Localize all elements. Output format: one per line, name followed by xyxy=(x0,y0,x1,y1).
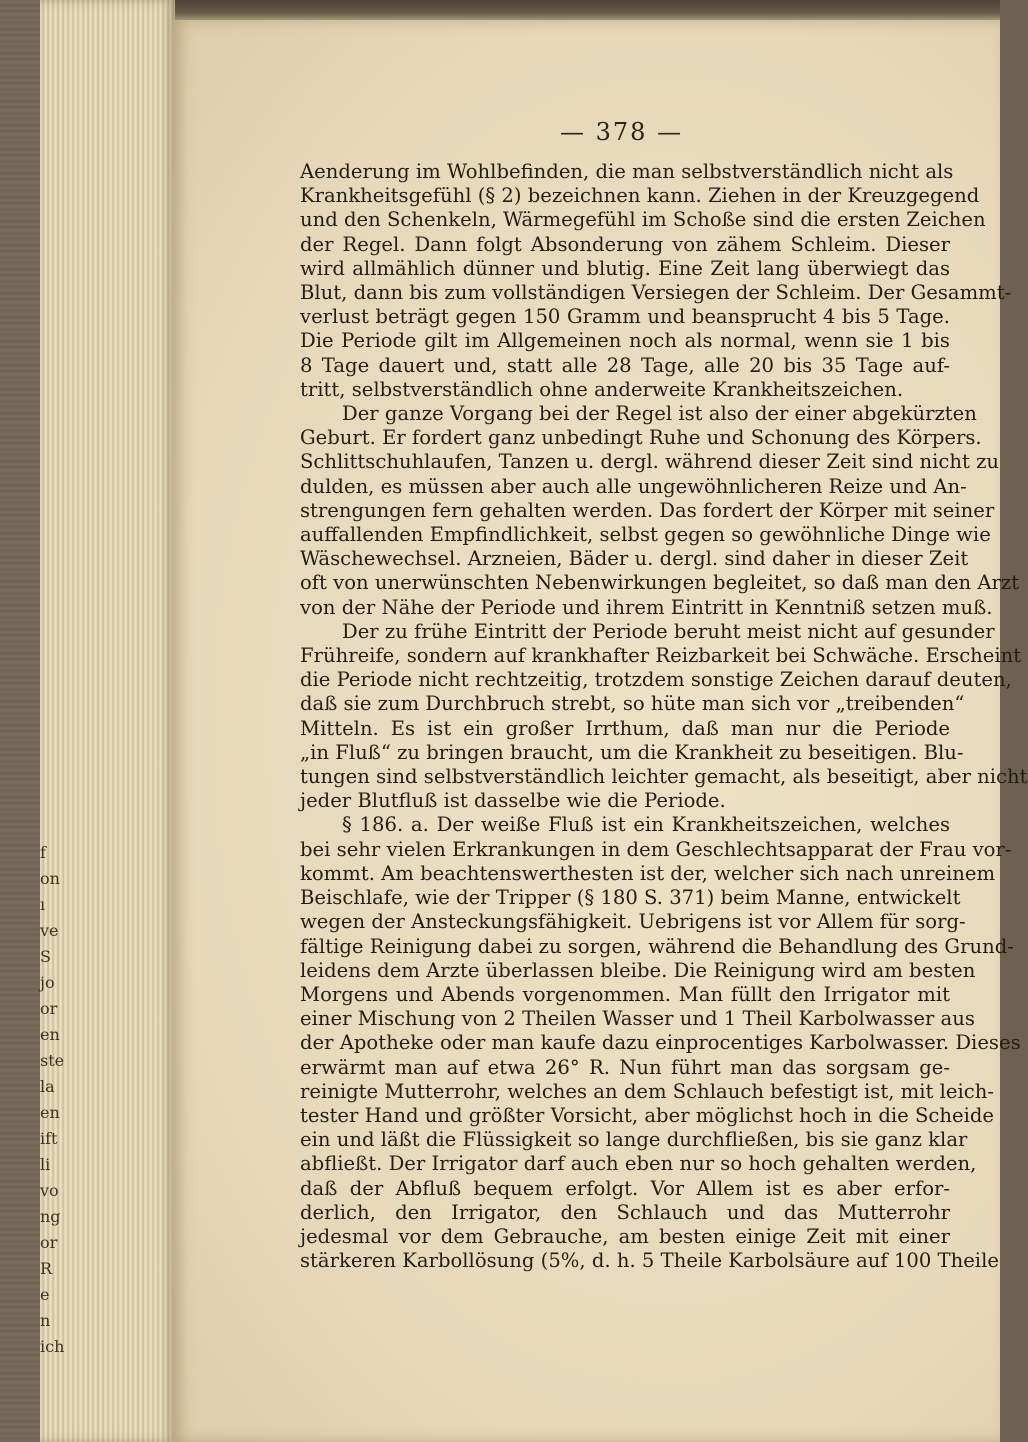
text-line: ein und läßt die Flüssigkeit so lange durchfließen, bis sie ganz klar xyxy=(300,1128,968,1152)
book-cover-edge xyxy=(0,0,40,1442)
text-line: daß sie zum Durchbruch strebt, so hüte man sich vor „treibenden“ xyxy=(300,692,965,716)
text-line: Morgens und Abends vorgenommen. Man füllt den Irrigator mit xyxy=(300,982,950,1006)
left-page-fragment: ste xyxy=(40,1051,65,1070)
left-page-fragment: li xyxy=(40,1155,51,1174)
left-page-fragment: jo xyxy=(40,973,55,992)
text-line: auffallenden Empfindlichkeit, selbst gegen so gewöhnliche Dinge wie xyxy=(300,523,991,547)
left-page-fragment: ng xyxy=(40,1207,61,1226)
text-line: § 186. a. Der weiße Fluß ist ein Krankheitszeichen, welches xyxy=(342,813,950,837)
text-line: bei sehr vielen Erkrankungen in dem Geschlechtsapparat der Frau vor- xyxy=(300,837,1012,861)
text-line: Wäschewechsel. Arzneien, Bäder u. dergl. sind daher in dieser Zeit xyxy=(300,547,969,571)
page-text-block xyxy=(300,160,1028,1273)
left-page-fragment: la xyxy=(40,1077,55,1096)
left-page-fragment: ich xyxy=(40,1337,65,1356)
text-line: tungen sind selbstverständlich leichter gemacht, als beseitigt, aber nicht xyxy=(300,765,1028,789)
text-line: Die Periode gilt im Allgemeinen noch als normal, wenn sie 1 bis xyxy=(300,329,950,353)
text-line: reinigte Mutterrohr, welches an dem Schlauch befestigt ist, mit leich- xyxy=(300,1079,994,1103)
text-line: derlich, den Irrigator, den Schlauch und das Mutterrohr xyxy=(300,1200,950,1224)
text-line: die Periode nicht rechtzeitig, trotzdem sonstige Zeichen darauf deuten, xyxy=(300,668,1012,692)
text-line: Beischlafe, wie der Tripper (§ 180 S. 371) beim Manne, entwickelt xyxy=(300,886,961,910)
left-page-fragment: n xyxy=(40,1311,51,1330)
left-page-fragment: ı xyxy=(40,895,46,914)
text-line: kommt. Am beachtenswerthesten ist der, welcher sich nach unreinem xyxy=(300,861,996,885)
text-line: oft von unerwünschten Nebenwirkungen begleitet, so daß man den Arzt xyxy=(300,571,1020,595)
text-line: jedesmal vor dem Gebrauche, am besten einige Zeit mit einer xyxy=(300,1224,950,1248)
text-line: Aenderung im Wohlbefinden, die man selbstverständlich nicht als xyxy=(300,160,954,183)
text-line: dulden, es müssen aber auch alle ungewöhnlicheren Reize und An- xyxy=(300,474,967,498)
left-page-fragment: or xyxy=(40,1233,58,1252)
text-line: fältige Reinigung dabei zu sorgen, während die Behandlung des Grund- xyxy=(300,934,1014,958)
left-page-fragment: e xyxy=(40,1285,50,1304)
text-line: verlust beträgt gegen 150 Gramm und beansprucht 4 bis 5 Tage. xyxy=(300,305,950,329)
top-shadow-strip xyxy=(175,0,1000,22)
left-page-fragment: on xyxy=(40,869,60,888)
left-page-fragment: ift xyxy=(40,1129,58,1148)
left-page-fragment: R xyxy=(40,1259,53,1278)
text-line: jeder Blutfluß ist dasselbe wie die Periode. xyxy=(300,789,726,813)
text-line: und den Schenkeln, Wärmegefühl im Schoße sind die ersten Zeichen xyxy=(300,208,986,232)
text-line: Geburt. Er fordert ganz unbedingt Ruhe und Schonung des Körpers. xyxy=(300,426,982,450)
text-line: strengungen fern gehalten werden. Das fordert der Körper mit seiner xyxy=(300,498,995,522)
text-line: wird allmählich dünner und blutig. Eine Zeit lang überwiegt das xyxy=(300,256,950,280)
left-page-fragment: en xyxy=(40,1103,60,1122)
text-line: Krankheitsgefühl (§ 2) bezeichnen kann. Ziehen in der Kreuzgegend xyxy=(300,184,980,208)
left-page-fragments xyxy=(40,840,65,1360)
text-line: Blut, dann bis zum vollständigen Versiegen der Schleim. Der Gesammt- xyxy=(300,281,1012,305)
text-line: einer Mischung von 2 Theilen Wasser und 1 Theil Karbolwasser aus xyxy=(300,1007,975,1031)
text-line: tritt, selbstverständlich ohne anderweite Krankheitszeichen. xyxy=(300,377,904,401)
text-line: daß der Abfluß bequem erfolgt. Vor Allem ist es aber erfor- xyxy=(300,1176,950,1200)
text-line: leidens dem Arzte überlassen bleibe. Die Reinigung wird am besten xyxy=(300,958,976,982)
page-number: — 378 — xyxy=(560,118,684,146)
left-page-fragment: en xyxy=(40,1025,60,1044)
left-page-fragment: S xyxy=(40,947,51,966)
left-page-fragment: f xyxy=(40,843,46,862)
text-line: Frühreife, sondern auf krankhafter Reizbarkeit bei Schwäche. Erscheint xyxy=(300,644,1022,668)
left-page-fragment: ve xyxy=(40,921,59,940)
text-line: Der zu frühe Eintritt der Periode beruht meist nicht auf gesunder xyxy=(342,619,995,643)
left-page-fragment: vo xyxy=(40,1181,59,1200)
text-line: wegen der Ansteckungsfähigkeit. Uebrigens ist vor Allem für sorg- xyxy=(300,910,966,934)
left-page-fragment: or xyxy=(40,999,58,1018)
text-line: 8 Tage dauert und, statt alle 28 Tage, alle 20 bis 35 Tage auf- xyxy=(300,353,950,377)
text-line: „in Fluß“ zu bringen braucht, um die Krankheit zu beseitigen. Blu- xyxy=(300,740,964,764)
text-line: erwärmt man auf etwa 26° R. Nun führt man das sorgsam ge- xyxy=(300,1055,950,1079)
text-line: tester Hand und größter Vorsicht, aber möglichst hoch in die Scheide xyxy=(300,1103,994,1127)
text-line: Mitteln. Es ist ein großer Irrthum, daß man nur die Periode xyxy=(300,716,950,740)
text-line: Schlittschuhlaufen, Tanzen u. dergl. während dieser Zeit sind nicht zu xyxy=(300,450,1000,474)
text-line: abfließt. Der Irrigator darf auch eben nur so hoch gehalten werden, xyxy=(300,1152,977,1176)
text-line: Der ganze Vorgang bei der Regel ist also der einer abgekürzten xyxy=(342,402,977,426)
text-line: der Regel. Dann folgt Absonderung von zähem Schleim. Dieser xyxy=(300,232,950,256)
text-line: stärkeren Karbollösung (5%, d. h. 5 Theile Karbolsäure auf 100 Theile xyxy=(300,1249,999,1273)
text-line: der Apotheke oder man kaufe dazu einprocentiges Karbolwasser. Dieses xyxy=(300,1031,1021,1055)
text-line: von der Nähe der Periode und ihrem Eintritt in Kenntniß setzen muß. xyxy=(300,595,993,619)
